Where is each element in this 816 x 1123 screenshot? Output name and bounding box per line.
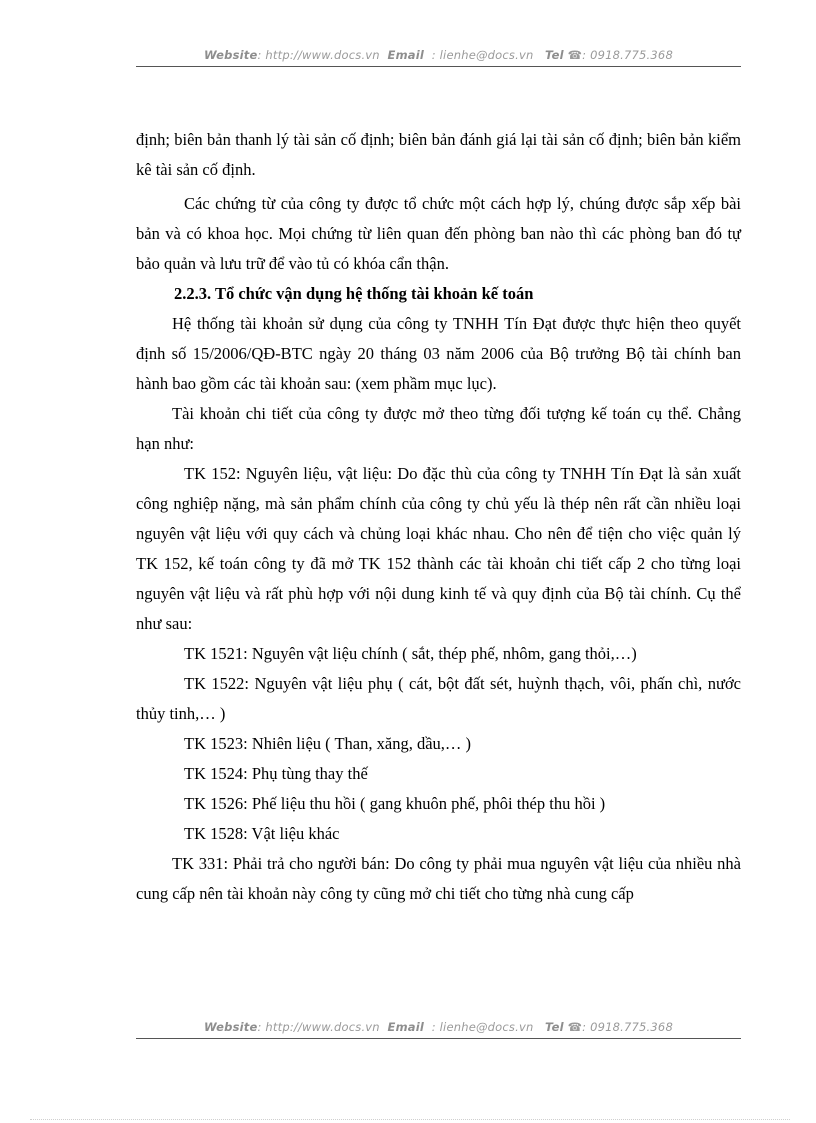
header-divider [136, 66, 741, 67]
header-website-label: Website [204, 48, 258, 62]
account-item-1528: TK 1528: Vật liệu khác [184, 824, 340, 843]
document-body [136, 125, 741, 909]
paragraph-4: Tài khoản chi tiết của công ty được mở theo từng đối tượng kế toán cụ thể. Chẳng hạn như: [136, 404, 741, 453]
footer-divider [136, 1038, 741, 1039]
header-tel-label: Tel [545, 48, 564, 62]
footer-website-label: Website [204, 1020, 258, 1034]
header-website-url[interactable]: : http://www.docs.vn [257, 48, 380, 62]
page-footer [136, 1020, 741, 1034]
phone-icon: ☎ [567, 1020, 583, 1034]
footer-tel-label: Tel [545, 1020, 564, 1034]
phone-icon: ☎ [567, 48, 583, 62]
page-edge-dots [30, 1119, 790, 1120]
section-heading: 2.2.3. Tổ chức vận dụng hệ thống tài khoản kế toán [174, 284, 534, 303]
paragraph-1: định; biên bản thanh lý tài sản cố định; biên bản đánh giá lại tài sản cố định; biên bản kiểm kê tài sản cố định. [136, 130, 741, 179]
footer-email-address[interactable]: : lienhe@docs.vn [431, 1020, 534, 1034]
account-item-1526: TK 1526: Phế liệu thu hồi ( gang khuôn phế, phôi thép thu hồi ) [184, 794, 606, 813]
account-item-1521: TK 1521: Nguyên vật liệu chính ( sắt, thép phế, nhôm, gang thỏi,…) [184, 644, 637, 663]
paragraph-3: Hệ thống tài khoản sử dụng của công ty TNHH Tín Đạt được thực hiện theo quyết định số 15/2006/QĐ-BTC ngày 20 tháng 03 năm 2006 của Bộ trưởng Bộ tài chính ban hành bao gồm các tài khoản sau: (xem phầm mục lục). [136, 314, 741, 393]
header-tel-number: : 0918.775.368 [582, 48, 673, 62]
header-email-label: Email [387, 48, 424, 62]
paragraph-6: TK 331: Phải trả cho người bán: Do công ty phải mua nguyên vật liệu của nhiều nhà cung cấp nên tài khoản này công ty cũng mở chi tiết cho từng nhà cung cấp [136, 854, 741, 903]
header-email-address[interactable]: : lienhe@docs.vn [431, 48, 534, 62]
account-item-1522: TK 1522: Nguyên vật liệu phụ ( cát, bột đất sét, huỳnh thạch, vôi, phấn chì, nước thủy tinh,… ) [136, 674, 741, 723]
footer-tel-number: : 0918.775.368 [582, 1020, 673, 1034]
footer-website-url[interactable]: : http://www.docs.vn [257, 1020, 380, 1034]
footer-email-label: Email [387, 1020, 424, 1034]
account-item-1524: TK 1524: Phụ tùng thay thế [184, 764, 368, 783]
page-header [136, 48, 741, 62]
account-item-1523: TK 1523: Nhiên liệu ( Than, xăng, dầu,… ) [184, 734, 472, 753]
paragraph-5: TK 152: Nguyên liệu, vật liệu: Do đặc thù của công ty TNHH Tín Đạt là sản xuất công nghiệp nặng, mà sản phẩm chính của công ty chủ yếu là thép nên rất cần nhiều loại nguyên vật liệu với quy cách và chủng loại khác nhau. Cho nên để tiện cho việc quản lý TK 152, kế toán công ty đã mở TK 152 thành các tài khoản chi tiết cấp 2 cho từng loại nguyên vật liệu và rất phù hợp với nội dung kinh tế và quy định của Bộ tài chính. Cụ thể như sau: [136, 464, 741, 633]
paragraph-2: Các chứng từ của công ty được tổ chức một cách hợp lý, chúng được sắp xếp bài bản và có khoa học. Mọi chứng từ liên quan đến phòng ban nào thì các phòng ban đó tự bảo quản và lưu trữ để vào tủ có khóa cẩn thận. [136, 194, 741, 273]
